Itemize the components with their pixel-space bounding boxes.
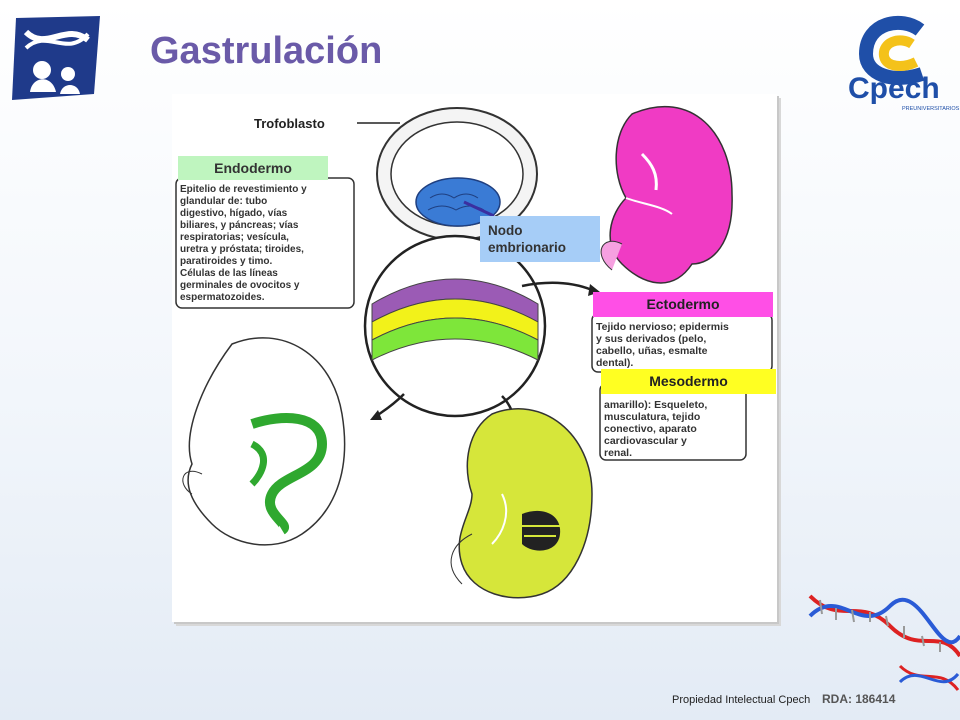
- svg-text:y sus derivados (pelo,: y sus derivados (pelo,: [596, 333, 707, 345]
- footer-copyright: Propiedad Intelectual Cpech: [672, 694, 811, 706]
- svg-text:Tejido nervioso; epidermis: Tejido nervioso; epidermis: [596, 321, 729, 333]
- endodermo-label: Endodermo: [178, 156, 328, 180]
- svg-text:cardiovascular y: cardiovascular y: [604, 435, 687, 447]
- cpech-logo-icon: [842, 14, 960, 114]
- nodo-label-line1: Nodo: [488, 223, 523, 238]
- dna-helix-icon: [800, 586, 960, 700]
- ectodermo-label: Ectodermo: [593, 292, 773, 317]
- svg-text:uretra y próstata; tiroides,: uretra y próstata; tiroides,: [180, 244, 304, 255]
- svg-text:musculatura, tejido: musculatura, tejido: [604, 411, 701, 423]
- svg-text:respiratorias; vesícula,: respiratorias; vesícula,: [180, 232, 289, 243]
- cpech-logo-subtext: PREUNIVERSITARIOS: [902, 106, 960, 112]
- nodo-embrionario-label: [480, 216, 600, 262]
- svg-text:digestivo, hígado, vías: digestivo, hígado, vías: [180, 208, 288, 219]
- nodo-label-line2: embrionario: [488, 240, 567, 255]
- svg-text:cabello, uñas, esmalte: cabello, uñas, esmalte: [596, 345, 708, 357]
- dna-family-logo-icon: [8, 12, 108, 102]
- svg-text:espermatozoides.: espermatozoides.: [180, 292, 265, 303]
- svg-text:Epitelio de revestimiento y: Epitelio de revestimiento y: [180, 184, 307, 195]
- svg-text:dental).: dental).: [596, 357, 634, 369]
- cpech-logo-text: Cpech: [848, 72, 940, 105]
- germ-layers-circle: [365, 236, 545, 416]
- arrow-to-endodermo-embryo: [376, 394, 404, 416]
- trofoblasto-label: Trofoblasto: [254, 116, 325, 131]
- svg-text:amarillo): Esqueleto,: amarillo): Esqueleto,: [604, 399, 708, 411]
- svg-text:Células de las líneas: Células de las líneas: [180, 268, 278, 279]
- rda-code: RDA: 186414: [822, 692, 896, 706]
- svg-text:biliares, y páncreas; vías: biliares, y páncreas; vías: [180, 220, 299, 231]
- svg-text:paratiroides y timo.: paratiroides y timo.: [180, 256, 273, 267]
- mesodermo-label: Mesodermo: [601, 369, 776, 394]
- pink-embryo-drawing: [601, 107, 732, 283]
- svg-text:renal.: renal.: [604, 447, 633, 459]
- yellow-embryo-drawing: [451, 409, 592, 598]
- svg-text:conectivo, aparato: conectivo, aparato: [604, 423, 697, 435]
- green-embryo-drawing: [183, 338, 345, 545]
- svg-text:germinales de ovocitos y: germinales de ovocitos y: [180, 280, 300, 291]
- svg-text:glandular de: tubo: glandular de: tubo: [180, 196, 268, 207]
- slide-title: Gastrulación: [150, 30, 383, 72]
